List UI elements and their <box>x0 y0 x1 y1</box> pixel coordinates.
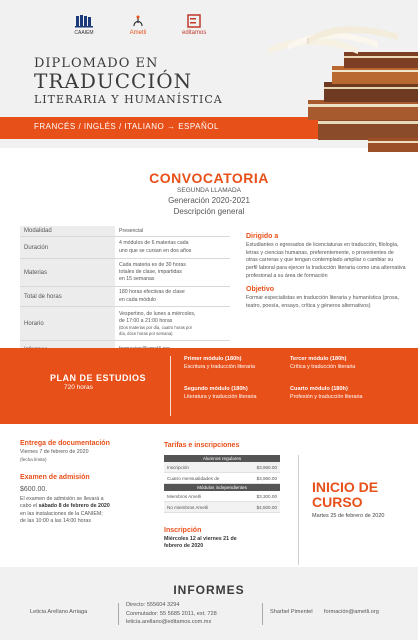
inscripcion-text <box>164 536 237 551</box>
details-value-line: en cada módulo <box>119 296 156 303</box>
tarifas-group-header: Módulos independientes <box>164 484 280 491</box>
examen-text <box>20 496 110 526</box>
inscripcion-title: Inscripción <box>164 527 202 534</box>
module-name: Cuarto módulo (180h) <box>290 386 348 392</box>
documentacion-date: Viernes 7 de febrero de 2020 <box>20 449 89 455</box>
logo-row <box>74 14 206 36</box>
details-label: Materias <box>20 259 115 286</box>
examen-line: El examen de admisión se llevará a <box>20 496 104 502</box>
editamos-logo-icon <box>184 14 204 28</box>
examen-line: de las 10:00 a las 14:00 horas <box>20 518 91 525</box>
plan-hours: 720 horas <box>64 384 93 391</box>
tarifas-price: $4,500.00 <box>256 504 277 510</box>
examen-price: $600.00. <box>20 486 48 493</box>
contact1-details <box>126 601 217 627</box>
tarifas-row <box>164 473 280 484</box>
tarifas-price: $3,960.00 <box>256 475 277 481</box>
details-note-line: (Dos materias por día, cuatro horas por <box>119 325 193 331</box>
plan-divider <box>170 356 171 416</box>
tarifas-price: $3,300.00 <box>256 493 277 499</box>
convocatoria-title: CONVOCATORIA <box>149 170 269 186</box>
objetivo-text: Formar especialistas en traducción literaria y humanística (prosa, teatro, poesía, ensayo, crítica y géneros alternativos) <box>246 295 400 309</box>
tarifas-row <box>164 491 280 502</box>
examen-title: Examen de admisión <box>20 474 90 481</box>
details-value-line: uno que se cursan en dos años <box>119 247 192 254</box>
informes-title: INFORMES <box>173 583 245 597</box>
module-item <box>184 356 255 371</box>
dirigido-text: Estudiantes o egresados de licenciaturas en traducción, filología, letras y ciencias humanas, preferentemente, o provenientes de otras carreras y que tengan contemplado ampliar o cambiar su perfil laboral para ejercer la traducción literaria como una alternativa profesional a su área de formación <box>246 242 406 279</box>
module-item <box>290 356 355 371</box>
tarifas-item: Inscripción <box>167 464 189 470</box>
objetivo-section <box>246 286 406 310</box>
details-value-line: Cada materia es de 30 horas <box>119 261 186 268</box>
caniem-logo-label: CAAIEM <box>74 30 94 36</box>
contact1-switchboard: Conmutador: 55 5685 2011, ext. 728 <box>126 610 217 617</box>
module-name: Tercer módulo (180h) <box>290 356 347 362</box>
details-row <box>20 259 230 287</box>
inicio-divider <box>298 455 299 565</box>
details-row <box>20 226 230 237</box>
dirigido-title: Dirigido a <box>246 233 279 240</box>
examen-line: en las instalaciones de la CANIEM; <box>20 510 103 517</box>
tarifas-group-header: Alumnos regulares <box>164 455 280 462</box>
details-row <box>20 287 230 307</box>
contact2-name: Sharbel Pimentel <box>270 609 313 615</box>
books-logo-icon <box>74 14 94 28</box>
contact2-email[interactable]: formación@ametli.org <box>324 609 379 615</box>
tarifas-title: Tarifas e inscripciones <box>164 442 240 449</box>
module-desc: Literatura y traducción literaria <box>184 393 257 400</box>
inicio-date: Martes 25 de febrero de 2020 <box>312 513 385 519</box>
examen-line: cabo el <box>20 503 38 510</box>
tarifas-price: $3,960.00 <box>256 464 277 470</box>
tarifas-item: Miembros Ametli <box>167 493 201 499</box>
generation-label: Generación 2020-2021 <box>168 196 250 205</box>
details-value-line: 4 módulos de 6 materias cada <box>119 240 189 247</box>
module-name: Primer módulo (180h) <box>184 356 242 362</box>
details-value-line: Presencial <box>119 227 144 234</box>
tarifas-row <box>164 462 280 473</box>
module-item <box>184 386 257 401</box>
details-value <box>115 287 230 306</box>
details-value-line: en 15 semanas <box>119 276 155 282</box>
call-label: SEGUNDA LLAMADA <box>177 187 241 194</box>
details-label: Modalidad <box>20 226 115 236</box>
dirigido-section <box>246 233 406 280</box>
details-table <box>20 226 230 359</box>
title-line-3: LITERARIA Y HUMANÍSTICA <box>34 93 223 106</box>
details-row <box>20 237 230 259</box>
module-name: Segundo módulo (180h) <box>184 386 248 392</box>
languages-text: FRANCÉS / INGLÉS / ITALIANO → ESPAÑOL <box>34 122 219 131</box>
documentacion-note: (fecha límite) <box>20 457 47 462</box>
ametli-logo <box>128 14 148 36</box>
objetivo-title: Objetivo <box>246 286 275 293</box>
details-value <box>115 226 230 236</box>
contact1-email[interactable]: leticia.arellano@editamos.com.mx <box>126 619 212 626</box>
details-note-line: día, doce horas por semana) <box>119 330 173 336</box>
caniem-logo <box>74 14 94 36</box>
details-value <box>115 307 230 340</box>
inscripcion-line: Miércoles 12 al viernes 21 de <box>164 536 237 542</box>
book-stack-image <box>248 8 418 168</box>
details-value <box>115 259 230 286</box>
module-desc: Escritura y traducción literaria <box>184 363 256 370</box>
ametli-logo-icon <box>128 14 148 28</box>
documentacion-title: Entrega de documentación <box>20 440 110 447</box>
details-value-line: totales de clase, impartidas <box>119 268 182 275</box>
description-label: Descripción general <box>173 207 245 216</box>
ametli-logo-label: Ametli <box>129 30 147 36</box>
tarifas-row <box>164 502 280 513</box>
details-label: Duración <box>20 237 115 258</box>
title-line-1: DIPLOMADO EN <box>34 56 159 71</box>
plan-title: PLAN DE ESTUDIOS <box>50 373 147 383</box>
tarifas-table <box>164 455 280 513</box>
details-value-line: de 17:00 a 21:00 horas <box>119 318 173 325</box>
module-desc: Profesión y traducción literaria <box>290 393 363 400</box>
details-row <box>20 307 230 341</box>
contact1-direct: Directo: 555604 3294 <box>126 602 180 608</box>
details-label: Horario <box>20 307 115 340</box>
footer-divider <box>118 603 119 625</box>
module-desc: Crítica y traducción literaria <box>290 363 356 370</box>
plan-band <box>0 348 418 424</box>
tarifas-item: No miembros Ametli <box>167 504 209 510</box>
editamos-logo-label: editamos <box>182 30 207 36</box>
details-value <box>115 237 230 258</box>
contact1-name: Leticia Arellano Arriaga <box>30 609 88 615</box>
editamos-logo <box>182 14 206 36</box>
details-label: Total de horas <box>20 287 115 306</box>
title-line-2: TRADUCCIÓN <box>34 69 193 93</box>
footer-divider <box>262 603 263 625</box>
details-value-line: 180 horas efectivas de clase <box>119 289 185 296</box>
details-value-line: Vespertino, de lunes a miércoles, <box>119 311 196 318</box>
tarifas-item: Cuatro mensualidades de <box>167 475 220 481</box>
inicio-title <box>312 480 378 509</box>
inscripcion-line: febrero de 2020 <box>164 543 204 550</box>
inicio-line: CURSO <box>312 493 363 510</box>
module-item <box>290 386 363 401</box>
examen-date: sábado 8 de febrero de 2020 <box>38 503 110 510</box>
inicio-line: INICIO DE <box>312 479 379 495</box>
